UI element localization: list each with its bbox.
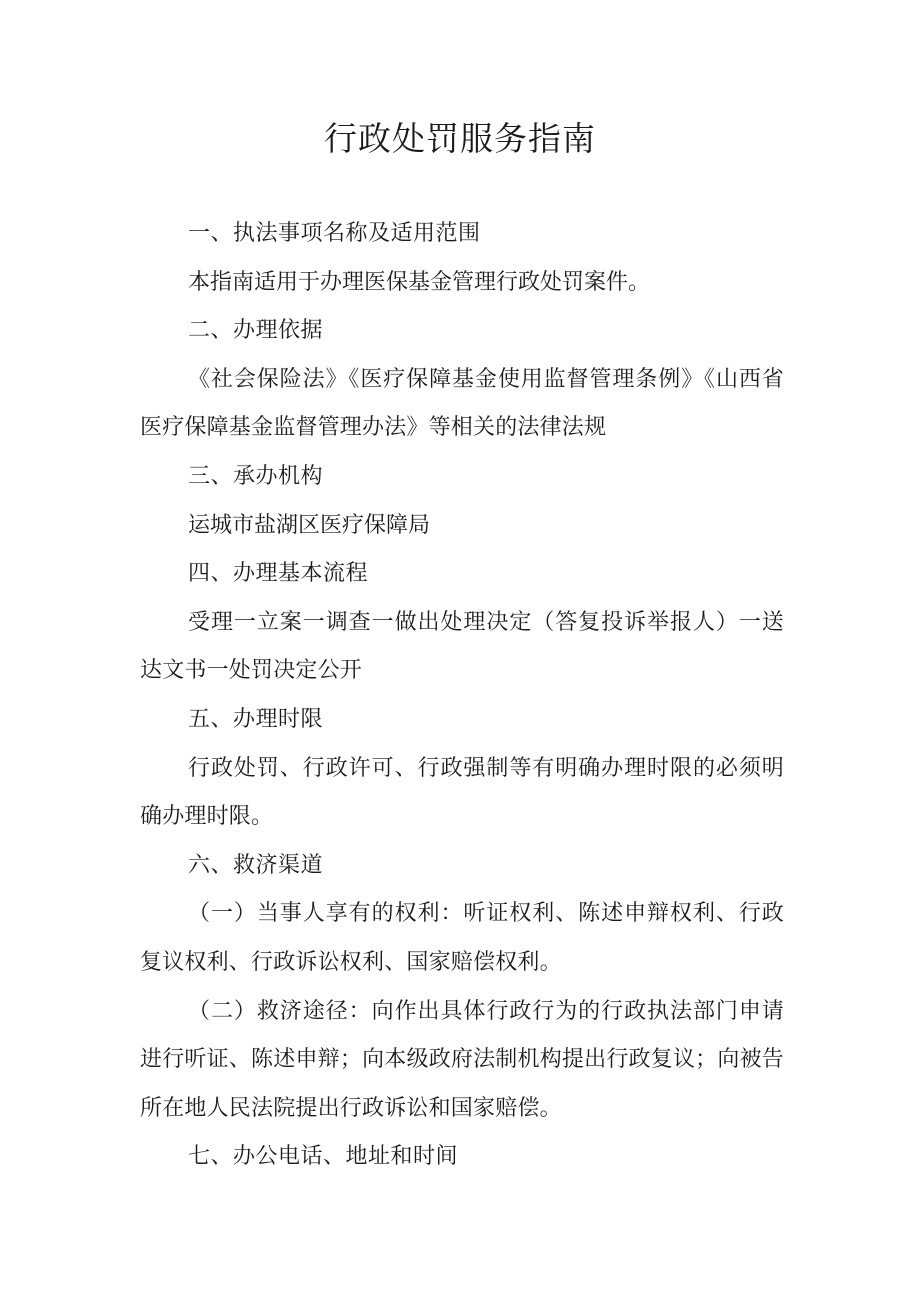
section-6-item-1: （一）当事人享有的权利：听证权利、陈述申辩权利、行政复议权利、行政诉讼权利、国家赔偿权利。 [140, 901, 784, 975]
section-1-heading: 一、执法事项名称及适用范围 [188, 221, 481, 246]
section-7-heading: 七、办公电话、地址和时间 [188, 1144, 459, 1170]
document-title: 行政处罚服务指南 [324, 119, 596, 158]
section-4-heading: 四、办理基本流程 [188, 561, 369, 587]
document-body [140, 210, 784, 1182]
section-5-body: 行政处罚、行政许可、行政强制等有明确办理时限的必须明确办理时限。 [140, 755, 784, 830]
section-3-body: 运城市盐湖区医疗保障局 [188, 512, 431, 538]
section-6-item-2: （二）救济途径：向作出具体行政行为的行政执法部门申请进行听证、陈述申辩；向本级政府法制机构提出行政复议；向被告所在地人民法院提出行政诉讼和国家赔偿。 [140, 998, 784, 1121]
section-4-body: 受理一立案一调查一做出处理决定（答复投诉举报人）一送达文书一处罚决定公开 [140, 609, 784, 684]
section-5-heading: 五、办理时限 [188, 706, 324, 732]
section-2-heading: 二、办理依据 [188, 318, 324, 344]
section-6-heading: 六、救济渠道 [188, 852, 324, 878]
section-2-body: 《社会保险法》《医疗保障基金使用监督管理条例》《山西省医疗保障基金监督管理办法》等相关的法律法规 [140, 366, 784, 441]
section-1-body: 本指南适用于办理医保基金管理行政处罚案件。 [188, 269, 651, 295]
section-3-heading: 三、承办机构 [188, 463, 324, 489]
